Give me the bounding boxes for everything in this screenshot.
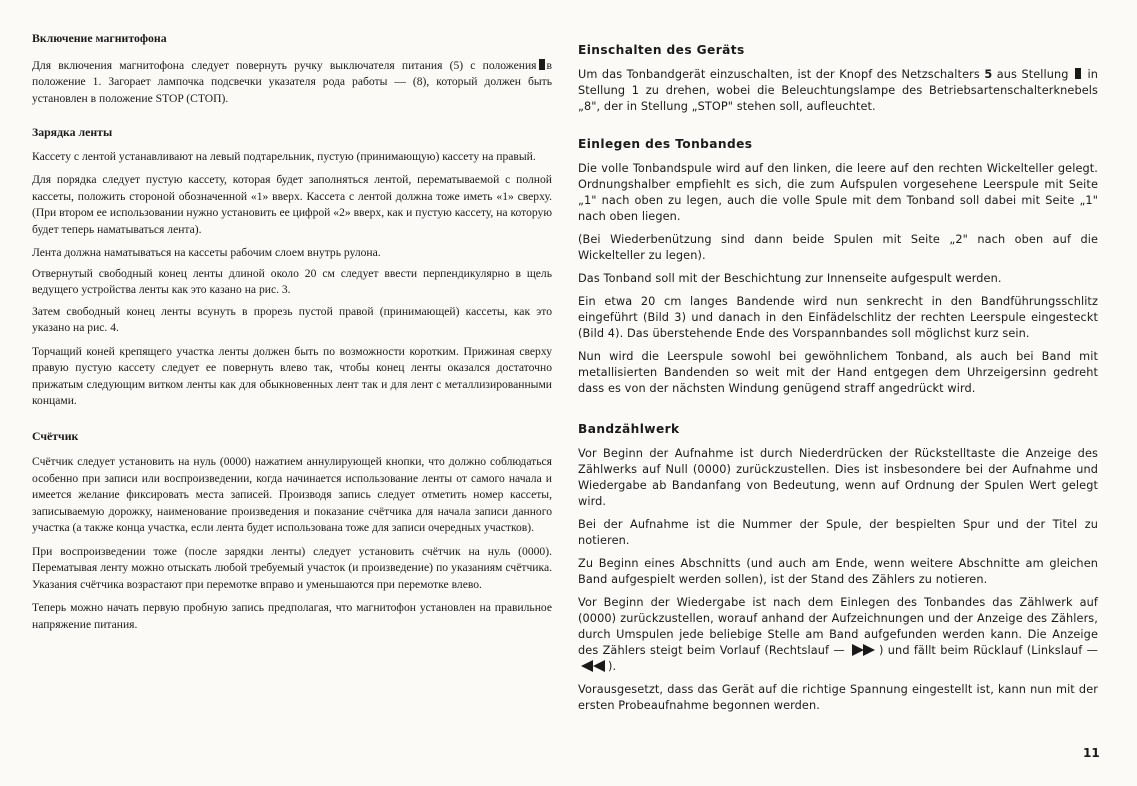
ru-paragraph: Лента должна наматываться на кассеты рабочим слоем внутрь рулона.	[32, 246, 381, 259]
de-paragraph: Um das Tonbandgerät einzuschalten, ist der Knopf des Netzschalters 5 aus Stellung in Stellung 1 zu drehen, wobei die Beleuchtungslampe des Betriebsartenschalterknebels „8", der in Stellung „STOP" stehen soll, aufleuchtet.	[578, 68, 1098, 113]
ru-paragraph: Кассету с лентой устанавливают на левый подтарельник, пустую (принимающую) кассету на правый.	[32, 149, 536, 163]
rewind-icon	[580, 660, 606, 672]
ru-paragraph: Счётчик следует установить на нуль (0000) нажатием аннулирующей кнопки, что должно соблюдаться особенно при записи или воспроизведении, когда начинается использование ленты от самого начала и имеется желание фиксировать места записей. Производя запись следует отметить номер кассеты, записываемую дорожку, наименование произведения и показание счётчика для начала записи данного участка (а также конца участка, если лента будет использована тоже для записи очередных участков).	[32, 455, 552, 534]
de-paragraph: Zu Beginn eines Abschnitts (und auch am Ende, wenn weitere Abschnitte am gleichen Band aufgespielt werden sollen), ist der Stand des Zählers zu notieren.	[578, 557, 1098, 586]
de-paragraph: (Bei Wiederbenützung sind dann beide Spulen mit Seite „2" nach oben auf die Wickelteller zu legen).	[578, 233, 1098, 262]
ru-paragraph: Торчащий коней крепящего участка ленты должен быть по возможности коротким. Прижиная сверху правую пустую кассету следует ее повернуть влево так, чтобы конец ленты оказался достаточно прижатым следующим витком ленты как для обыкновенных лент так и для лент с металлизированными концами.	[32, 344, 552, 407]
german-column	[578, 30, 1098, 714]
de-paragraph: Nun wird die Leerspule sowohl bei gewöhnlichem Tonband, als auch bei Band mit metallisierten Bandenden so weit mit der Hand entgegen dem Uhrzeigersinn gedreht dass es von der nächsten Windung genügend straff angedrückt wird.	[578, 350, 1098, 395]
de-heading-einlegen: Einlegen des Tonbandes	[578, 137, 753, 151]
ru-paragraph: При воспроизведении тоже (после зарядки ленты) следует установить счётчик на нуль (0000). Перематывая ленту можно отыскать любой требуемый участок (и произведение) по указаниям счётчика. Указания счётчика возрастают при перемотке вправо и уменьшаются при перемотке влево.	[32, 544, 552, 591]
de-heading-bandzaehlwerk: Bandzählwerk	[578, 422, 680, 436]
position-mark-icon	[1075, 68, 1081, 79]
de-paragraph: Vorausgesetzt, dass das Gerät auf die richtige Spannung eingestellt ist, kann nun mit der ersten Probeaufnahme begonnen werden.	[578, 683, 1098, 712]
ru-heading-power-on: Включение магнитофона	[32, 31, 167, 45]
de-heading-einschalten: Einschalten des Geräts	[578, 43, 745, 57]
ru-heading-tape-loading: Зарядка ленты	[32, 125, 113, 139]
russian-column	[32, 30, 552, 633]
de-paragraph: Das Tonband soll mit der Beschichtung zur Innenseite aufgespult werden.	[578, 272, 1002, 285]
de-paragraph: Die volle Tonbandspule wird auf den linken, die leere auf den rechten Wickelteller gelegt. Ordnungshalber empfiehlt es sich, die zum Aufspulen vorgesehene Leerspule mit Seite „1" nach oben zu legen, auch die volle Spule mit dem Tonband soll dabei mit Seite „1" nach oben liegen.	[578, 162, 1098, 223]
de-paragraph: Vor Beginn der Aufnahme ist durch Niederdrücken der Rückstelltaste die Anzeige des Zählwerks auf Null (0000) zurückzustellen. Dies ist insbesondere bei der Aufnahme und Wiedergabe ab Bandanfang von Bedeutung, wenn auf Ordnung der Spulen Wert gelegt wird.	[578, 447, 1098, 508]
ru-paragraph: Для порядка следует пустую кассету, которая будет заполняться лентой, перематываемой с полной кассеты, положить стороной обозначенной «1» вверх. Кассета с лентой должна тоже иметь «1» сверху. (При втором ее использовании нужно установить ее цифрой «2» вверх, как и пустую кассету, на которую будет теперь наматываться лента).	[32, 173, 552, 236]
de-paragraph: Ein etwa 20 cm langes Bandende wird nun senkrecht in den Bandführungsschlitz eingeführt (Bild 3) und danach in den Einfädelschlitz der rechten Leerspule eingesteckt (Bild 4). Das überstehende Ende des Vorspannbandes soll möglichst kurz sein.	[578, 295, 1098, 340]
page-number: 11	[1083, 746, 1100, 760]
ru-paragraph: Отвернутый свободный конец ленты длиной около 20 см следует ввести перпендикулярно в щель ведущего устройства ленты как это казано на рис. 3.	[32, 266, 552, 296]
position-mark-icon	[539, 59, 545, 70]
ru-paragraph: Затем свободный конец ленты всунуть в прорезь пустой правой (принимающей) кассеты, как это указано на рис. 4.	[32, 304, 552, 334]
ru-paragraph: Для включения магнитофона следует повернуть ручку выключателя питания (5) с положения в положение 1. Загорает лампочка подсвечки указателя рода работы — (8), который должен быть установлен в положение STOP (СТОП).	[32, 58, 552, 105]
de-paragraph: Vor Beginn der Wiedergabe ist nach dem Einlegen des Tonbandes das Zählwerk auf (0000) zurückzustellen, worauf anhand der Aufzeichnungen und der Anzeige des Zählers, durch Umspulen jede beliebige Stelle am Band aufgefunden werden kann. Die Anzeige des Zählers steigt beim Vorlauf (Rechtslauf — ) und fällt beim Rücklauf (Linkslauf — ).	[578, 596, 1098, 673]
fast-forward-icon	[851, 644, 877, 656]
ru-heading-counter: Счётчик	[32, 428, 79, 443]
de-paragraph: Bei der Aufnahme ist die Nummer der Spule, der bespielten Spur und der Titel zu notieren.	[578, 518, 1098, 547]
ru-paragraph: Теперь можно начать первую пробную запись предполагая, что магнитофон установлен на правильное напряжение питания.	[32, 601, 552, 631]
